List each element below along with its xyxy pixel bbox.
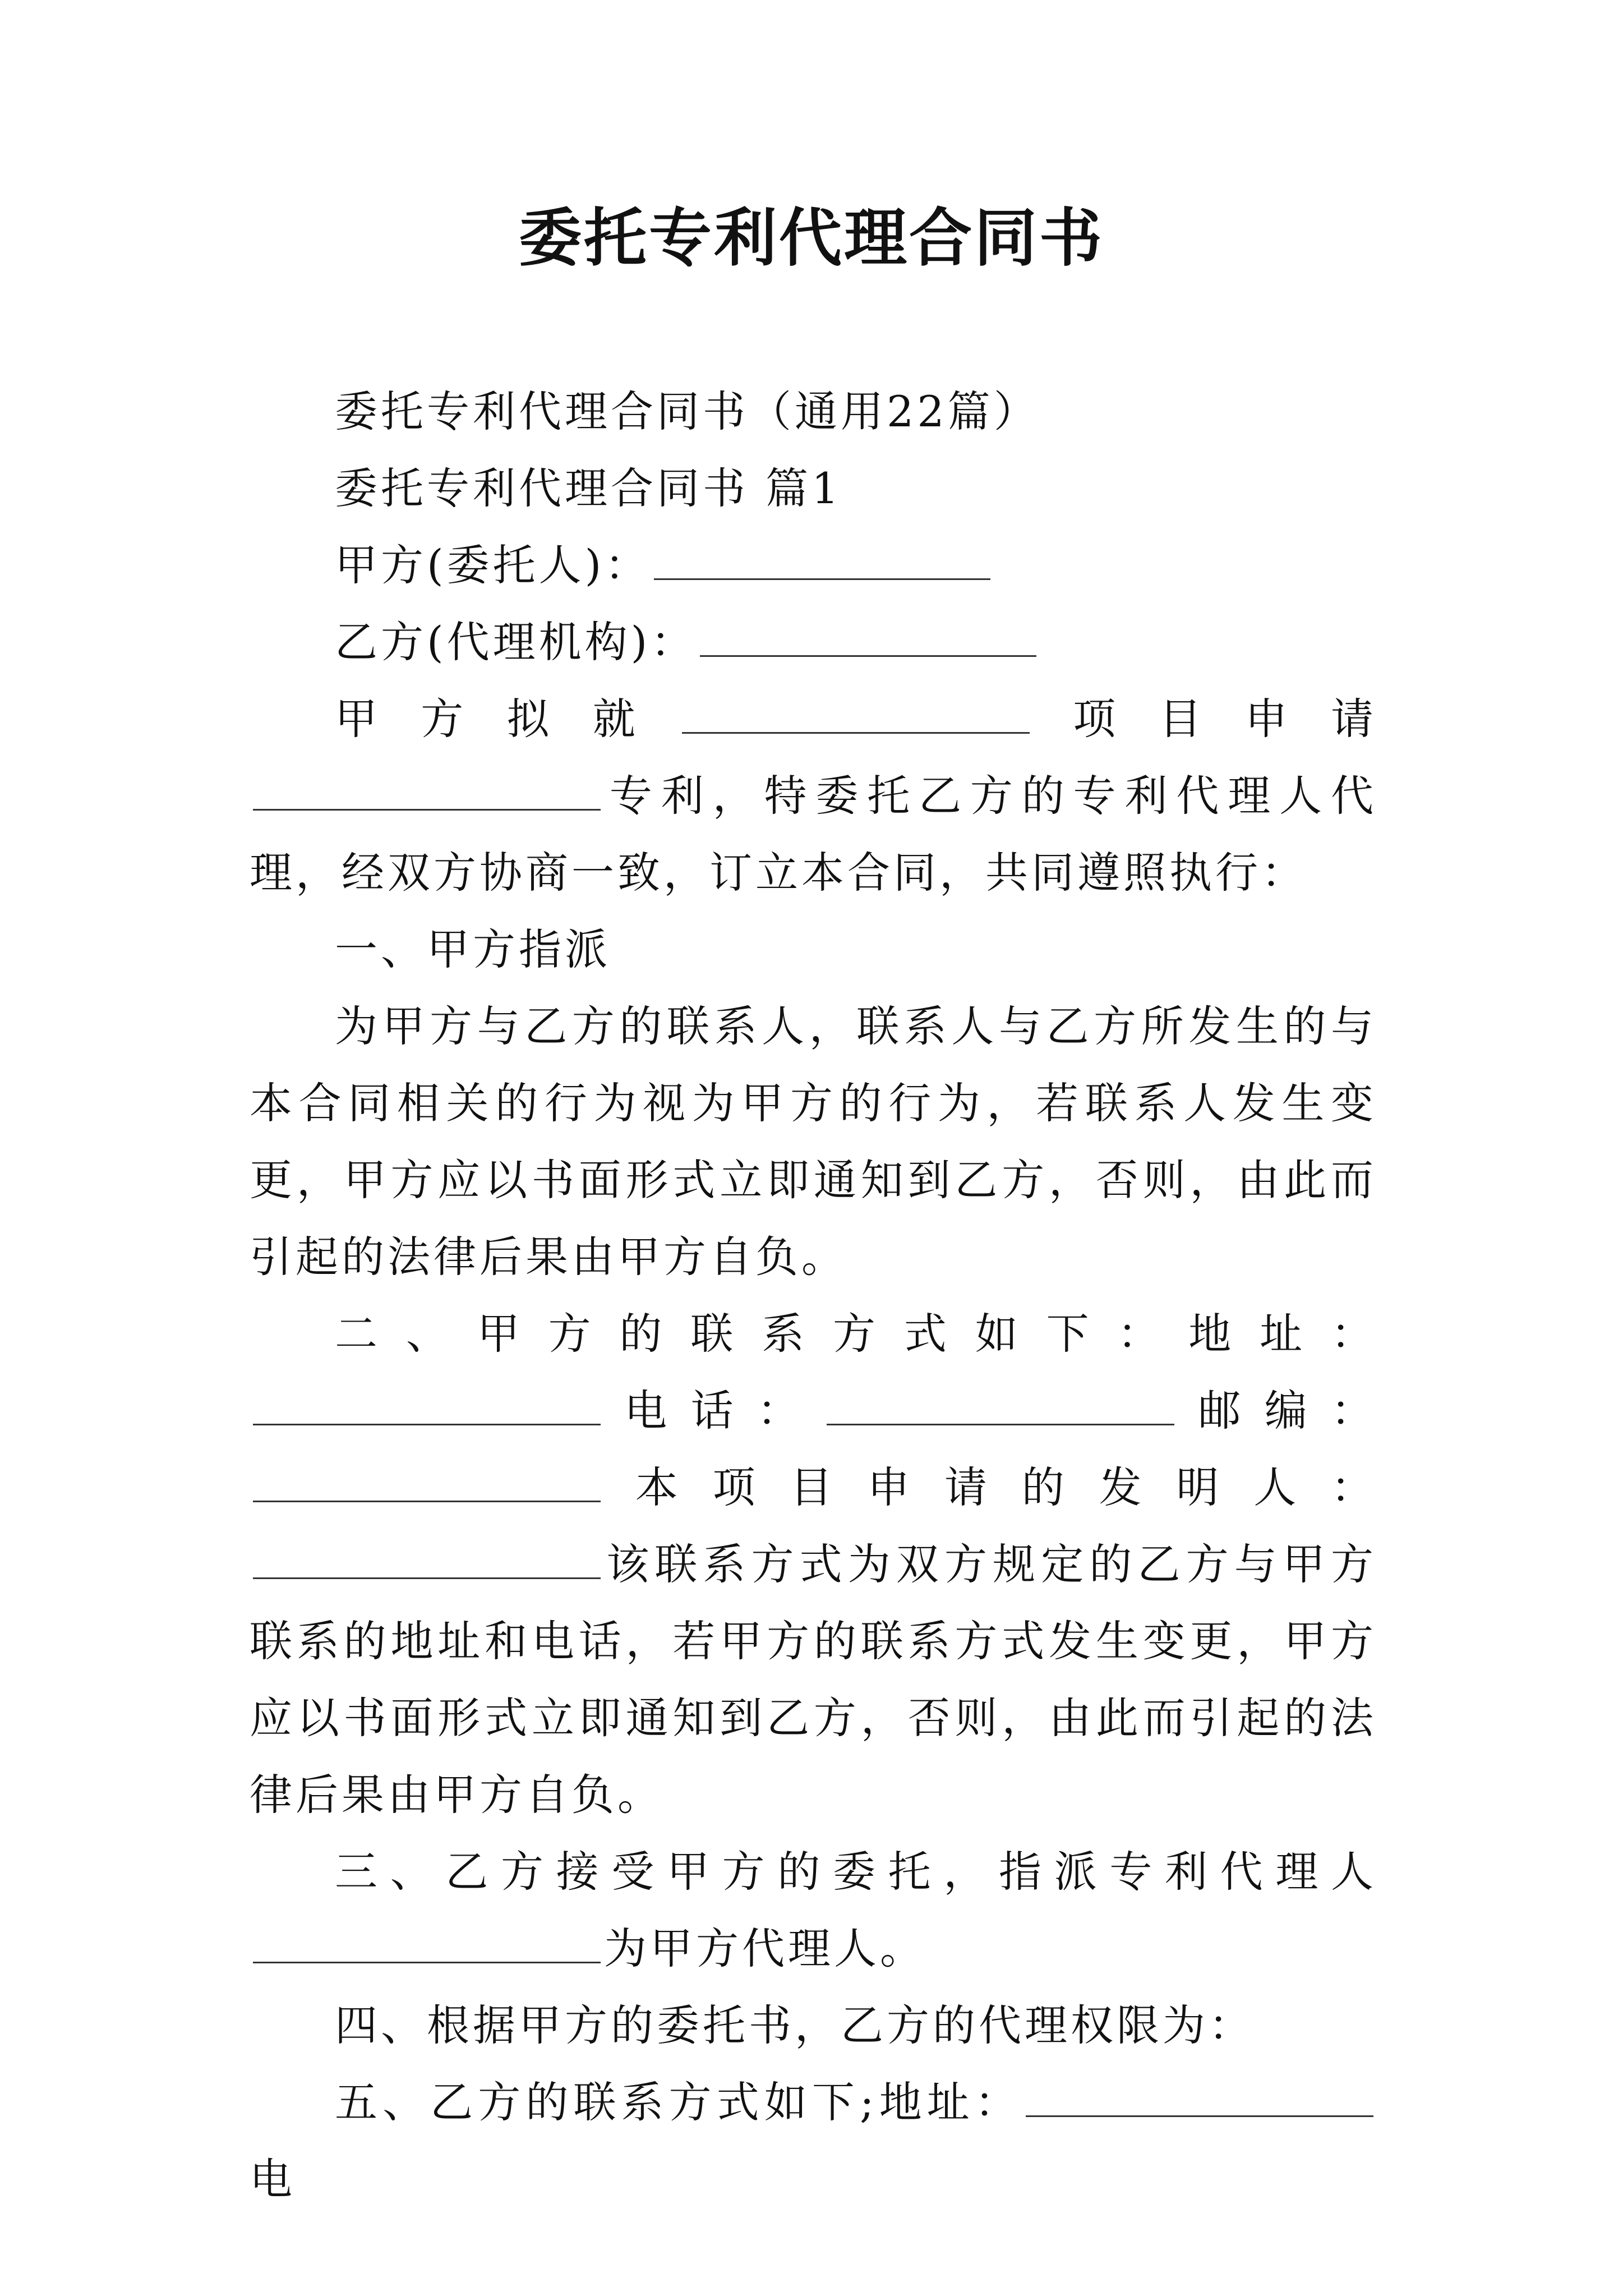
clause-5-suffix: 电 xyxy=(250,2154,296,2204)
party-a-blank xyxy=(654,545,990,580)
clause-2-phone-label: 电话： xyxy=(604,1386,824,1435)
postcode-blank xyxy=(253,1467,601,1502)
document-subtitle: 委托专利代理合同书（通用22篇） xyxy=(335,386,1040,436)
agent-blank xyxy=(253,1928,601,1963)
party-b-label: 乙方(代理机构)： xyxy=(335,617,697,667)
clause-2-suffix: 该联系方式为双方规定的乙方与甲方联系的地址和电话，若甲方的联系方式发生变更，甲方应以书面形式立即通知到乙方，否则，由此而引起的法律后果由甲方自负。 xyxy=(250,1539,1377,1820)
party-b-line xyxy=(250,604,1377,680)
party-a-label: 甲方(委托人)： xyxy=(335,540,651,590)
party-b-address-blank xyxy=(1026,2082,1373,2117)
clause-3-suffix: 为甲方代理人。 xyxy=(604,1924,926,1973)
project-blank xyxy=(682,698,1030,734)
document-body xyxy=(250,373,1377,2217)
clause-1-body: 为甲方与乙方的联系人，联系人与乙方所发生的与本合同相关的行为视为甲方的行为，若联系人发生变更，甲方应以书面形式立即通知到乙方，否则，由此而引起的法律后果由甲方自负。 xyxy=(250,1001,1377,1282)
party-b-blank xyxy=(700,622,1036,657)
phone-blank xyxy=(827,1390,1174,1425)
clause-4: 四、根据甲方的委托书，乙方的代理权限为： xyxy=(335,2000,1255,2050)
clause-1-heading: 一、甲方指派 xyxy=(335,924,611,974)
inventor-blank xyxy=(253,1544,601,1579)
address-blank xyxy=(253,1390,601,1425)
clause-2-postcode-label: 邮编： xyxy=(1178,1386,1377,1435)
clause-2-inventor-label: 本项目申请的发明人： xyxy=(604,1462,1377,1512)
clause-2-prefix: 二、甲方的联系方式如下：地址： xyxy=(335,1309,1377,1359)
clause-3-paragraph xyxy=(250,1833,1377,1987)
clause-2-paragraph xyxy=(250,1295,1377,1833)
intro-suffix: 专利，特委托乙方的专利代理人代理，经双方协商一致，订立本合同，共同遵照执行： xyxy=(250,771,1377,898)
clause-5-paragraph xyxy=(250,2064,1377,2217)
intro-paragraph xyxy=(250,680,1377,911)
intro-mid: 项目申请 xyxy=(1033,694,1377,744)
party-a-line xyxy=(250,527,1377,604)
document-title: 委托专利代理合同书 xyxy=(519,202,1104,275)
clause-3-prefix: 三、乙方接受甲方的委托，指派专利代理人 xyxy=(335,1847,1377,1897)
patent-type-blank xyxy=(253,775,601,811)
section-heading: 委托专利代理合同书 篇1 xyxy=(335,463,842,513)
intro-prefix: 甲方拟就 xyxy=(335,694,679,744)
clause-5-prefix: 五、乙方的联系方式如下;地址： xyxy=(335,2077,1022,2127)
